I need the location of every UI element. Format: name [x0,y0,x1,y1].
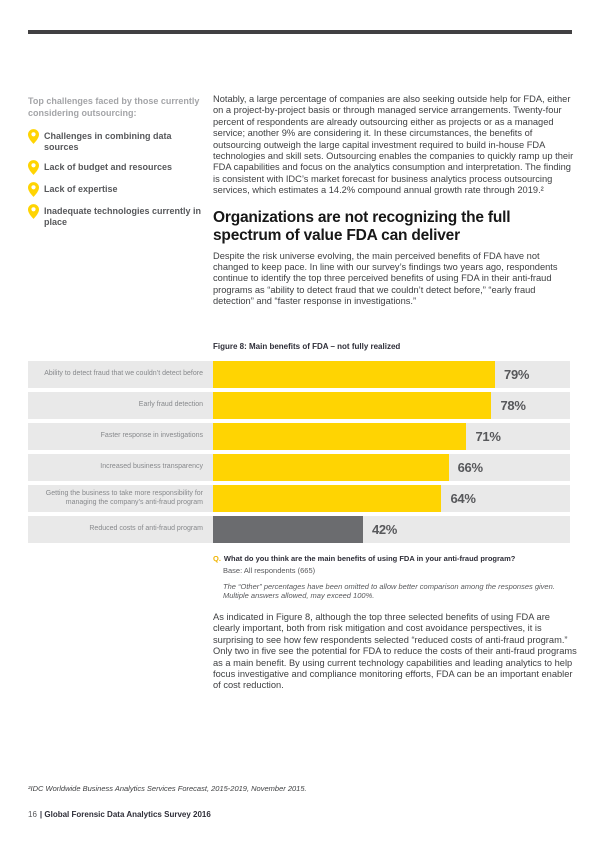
sidebar-item [28,204,208,228]
chart-row [28,361,570,388]
chart-value-label: 66% [457,460,483,475]
figure-notes [213,554,577,601]
figure8-bar-chart [28,361,570,547]
figure-title: Figure 8: Main benefits of FDA – not fully realized [213,342,401,351]
sidebar-heading: Top challenges faced by those currently considering outsourcing: [28,96,200,118]
location-pin-icon [28,160,39,175]
page-number: 16 [28,810,37,819]
intro-paragraph: Notably, a large percentage of companies are also seeking outside help for FDA, either on a project-by-project basis or through managed service arrangements. Twenty-four percent of respondents are already outsourcing either as projects or as a managed service; another 9% are considering it. In these circumstances, the benefits of outsourcing outweigh the large capital investment required to build in-house FDA technologies and skill sets. Outsourcing enables the companies to quickly ramp up their FDA capabilities and focus on the analytics consumption and interpretation. The finding is consistent with IDC’s market forecast for business analytics process outsourcing services, which estimates a 14.2% compound annual growth rate through 2019.² [213,94,574,196]
top-rule [28,30,572,34]
chart-bar [213,454,449,481]
chart-value-label: 64% [450,491,476,506]
chart-value-label: 42% [371,522,398,537]
report-title: | Global Forensic Data Analytics Survey 2016 [39,810,211,819]
chart-row [28,423,570,450]
figure-method-note-line1: The “Other” percentages have been omitted to allow better comparison among the responses given. [223,581,555,591]
location-pin-icon [28,204,39,219]
chart-category-label: Getting the business to take more responsibility for managing the company’s anti-fraud program [45,490,203,506]
sidebar-item-label: Lack of budget and resources [44,162,173,172]
footnote: ²IDC Worldwide Business Analytics Services Forecast, 2015-2019, November 2015. [28,784,307,793]
section-paragraph: Despite the risk universe evolving, the main perceived benefits of FDA have not changed to keep pace. In line with our survey’s findings two years ago, respondents continue to identify the top three perceived benefits of using FDA in their anti-fraud programs as “ability to detect fraud that we couldn’t detect before,” “early fraud detection” and “faster response in investigations.” [213,250,558,307]
chart-bar-track [213,485,570,512]
chart-category-label: Increased business transparency [100,463,203,471]
chart-bar-track [213,516,570,543]
figure-base-note: Base: All respondents (665) [223,565,316,575]
sidebar-item-label: Lack of expertise [44,184,118,194]
closing-paragraph: As indicated in Figure 8, although the top three selected benefits of using FDA are clearly important, both from risk mitigation and cost avoidance perspectives, it is surprising to see how few respondents selected “reduced costs of anti-fraud program.” Only two in five see the potential for FDA to reduce the costs of their anti-fraud programs as a main benefit. By using current technology capabilities and leading analytics to help focus investigative and compliance monitoring efforts, FDA can be an important enabler of cost reduction. [213,612,577,691]
chart-value-label: 71% [475,429,501,444]
chart-row [28,392,570,419]
chart-category-label: Faster response in investigations [100,432,203,440]
page-footer [28,810,211,819]
chart-value-label: 78% [500,398,526,413]
chart-bar-track [213,454,570,481]
sidebar-item [28,129,208,153]
figure-question [213,554,577,564]
chart-category-label: Ability to detect fraud that we couldn’t detect before [44,370,203,378]
sidebar-item-label: Challenges in combining data sources [44,131,172,152]
chart-bar [213,516,363,543]
question-q-marker: Q. [213,554,221,563]
figure-method-note-line2: Multiple answers allowed, may exceed 100%. [223,591,375,600]
sidebar [28,96,208,235]
chart-value-label: 79% [504,367,530,382]
figure-method-note [223,582,577,601]
chart-bar-track [213,423,570,450]
chart-row [28,516,570,543]
section-heading: Organizations are not recognizing the full spectrum of value FDA can deliver [213,208,511,244]
location-pin-icon [28,182,39,197]
location-pin-icon [28,129,39,144]
chart-bar [213,392,491,419]
sidebar-item [28,160,208,175]
chart-bar [213,361,495,388]
chart-row [28,485,570,512]
chart-category-label: Early fraud detection [138,401,203,409]
chart-bar [213,485,441,512]
main-column [213,94,577,308]
sidebar-item-label: Inadequate technologies currently in place [44,206,202,227]
chart-bar-track [213,361,570,388]
chart-bar [213,423,466,450]
chart-row [28,454,570,481]
chart-category-label: Reduced costs of anti-fraud program [89,525,203,533]
figure-question-text: What do you think are the main benefits of using FDA in your anti-fraud program? [223,554,516,563]
chart-bar-track [213,392,570,419]
sidebar-item [28,182,208,197]
